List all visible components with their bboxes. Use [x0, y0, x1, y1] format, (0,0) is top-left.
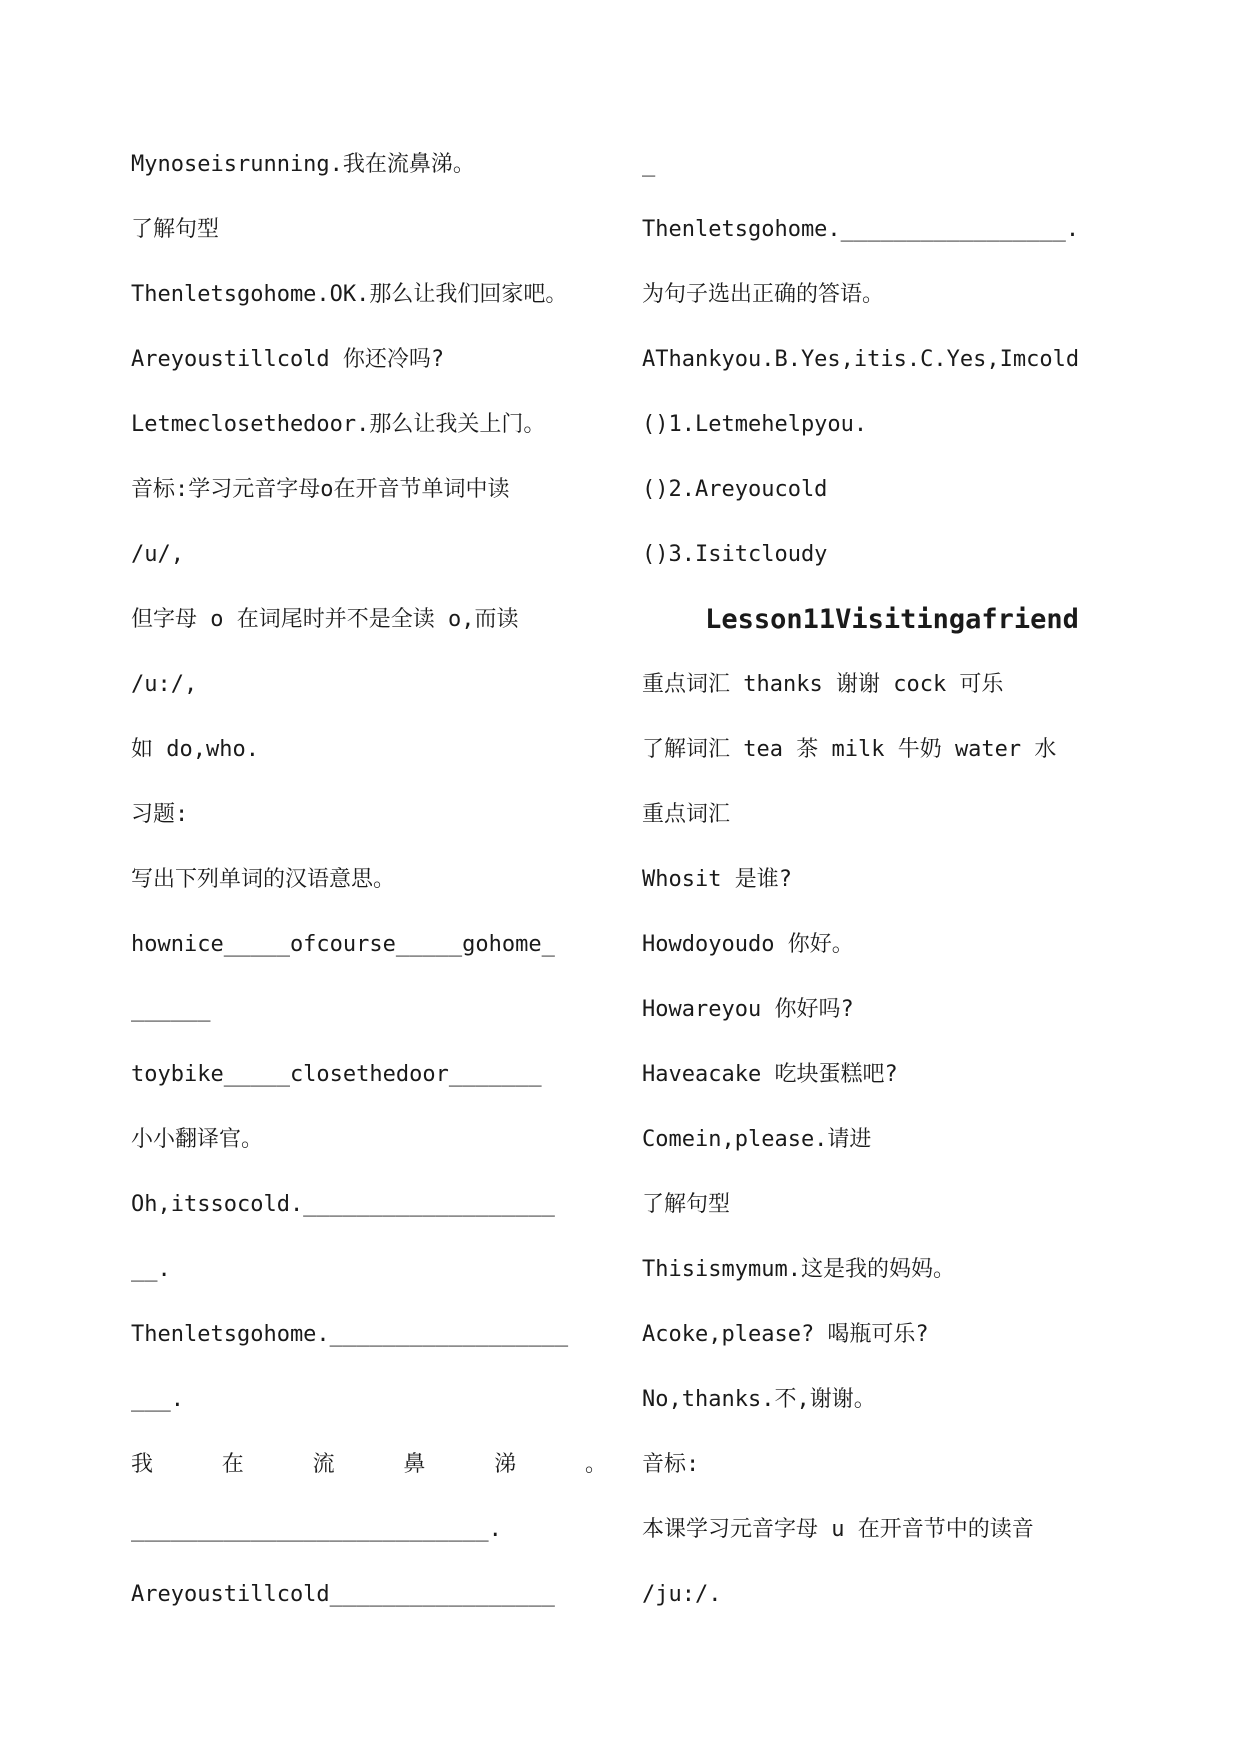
exercise-line: _ [642, 152, 656, 177]
right-column [642, 144, 1122, 1639]
justified-char: 我 [131, 1452, 154, 1477]
text-line: 了解词汇 tea 茶 milk 牛奶 water 水 [642, 737, 1057, 762]
text-line: 为句子选出正确的答语。 [642, 282, 885, 307]
exercise-line: Areyoustillcold_________________ [131, 1582, 555, 1607]
text-line: 如 do,who. [131, 737, 259, 762]
question-line: ()3.Isitcloudy [642, 542, 828, 567]
text-line: Howareyou 你好吗? [642, 997, 854, 1022]
text-line: 小小翻译官。 [131, 1127, 264, 1152]
lesson-heading: Lesson11Visitingafriend [705, 604, 1079, 635]
justified-char: 在 [221, 1452, 244, 1477]
text-line: /u:/, [131, 672, 198, 697]
text-line: 音标:学习元音字母o在开音节单词中读 [131, 477, 510, 502]
text-line: 重点词汇 thanks 谢谢 cock 可乐 [642, 672, 1004, 697]
text-line: 习题: [131, 802, 189, 827]
exercise-line: toybike_____closethedoor_______ [131, 1062, 542, 1087]
text-line: Acoke,please? 喝瓶可乐? [642, 1322, 929, 1347]
text-line: No,thanks.不,谢谢。 [642, 1387, 876, 1412]
text-line: Thenletsgohome.OK.那么让我们回家吧。 [131, 282, 568, 307]
text-line: Letmeclosethedoor.那么让我关上门。 [131, 412, 546, 437]
text-line: Haveacake 吃块蛋糕吧? [642, 1062, 898, 1087]
exercise-line: Thenletsgohome.__________________ [131, 1322, 569, 1347]
question-line: ()1.Letmehelpyou. [642, 412, 868, 437]
text-line: /u/, [131, 542, 184, 567]
exercise-line: Thenletsgohome._________________. [642, 217, 1080, 242]
justified-char: 流 [312, 1452, 335, 1477]
exercise-line: ___________________________. [131, 1517, 502, 1542]
text-line: 音标: [642, 1452, 700, 1477]
text-line: 重点词汇 [642, 802, 731, 827]
text-line: 写出下列单词的汉语意思。 [131, 867, 396, 892]
text-line: Comein,please.请进 [642, 1127, 872, 1152]
text-line: Whosit 是谁? [642, 867, 792, 892]
text-line: /ju:/. [642, 1582, 722, 1607]
exercise-line: Oh,itssocold.___________________ [131, 1192, 555, 1217]
answer-options: AThankyou.B.Yes,itis.C.Yes,Imcold [642, 347, 1080, 372]
justified-char: 鼻 [403, 1452, 426, 1477]
text-line: 了解句型 [131, 217, 220, 242]
text-line: Mynoseisrunning.我在流鼻涕。 [131, 152, 475, 177]
question-line: ()2.Areyoucold [642, 477, 828, 502]
text-line: 了解句型 [642, 1192, 731, 1217]
text-line: 本课学习元音字母 u 在开音节中的读音 [642, 1517, 1034, 1542]
justified-sentence [131, 1444, 607, 1509]
text-line: Howdoyoudo 你好。 [642, 932, 854, 957]
exercise-line: hownice_____ofcourse_____gohome_ [131, 932, 555, 957]
left-column [131, 144, 607, 1639]
text-line: Thisismymum.这是我的妈妈。 [642, 1257, 955, 1282]
exercise-line: ______ [131, 997, 211, 1022]
exercise-line: __. [131, 1257, 171, 1282]
text-line: Areyoustillcold 你还冷吗? [131, 347, 445, 372]
exercise-line: ___. [131, 1387, 184, 1412]
justified-char: 涕 [494, 1452, 517, 1477]
justified-char: 。 [584, 1452, 607, 1477]
text-line: 但字母 o 在词尾时并不是全读 o,而读 [131, 607, 519, 632]
